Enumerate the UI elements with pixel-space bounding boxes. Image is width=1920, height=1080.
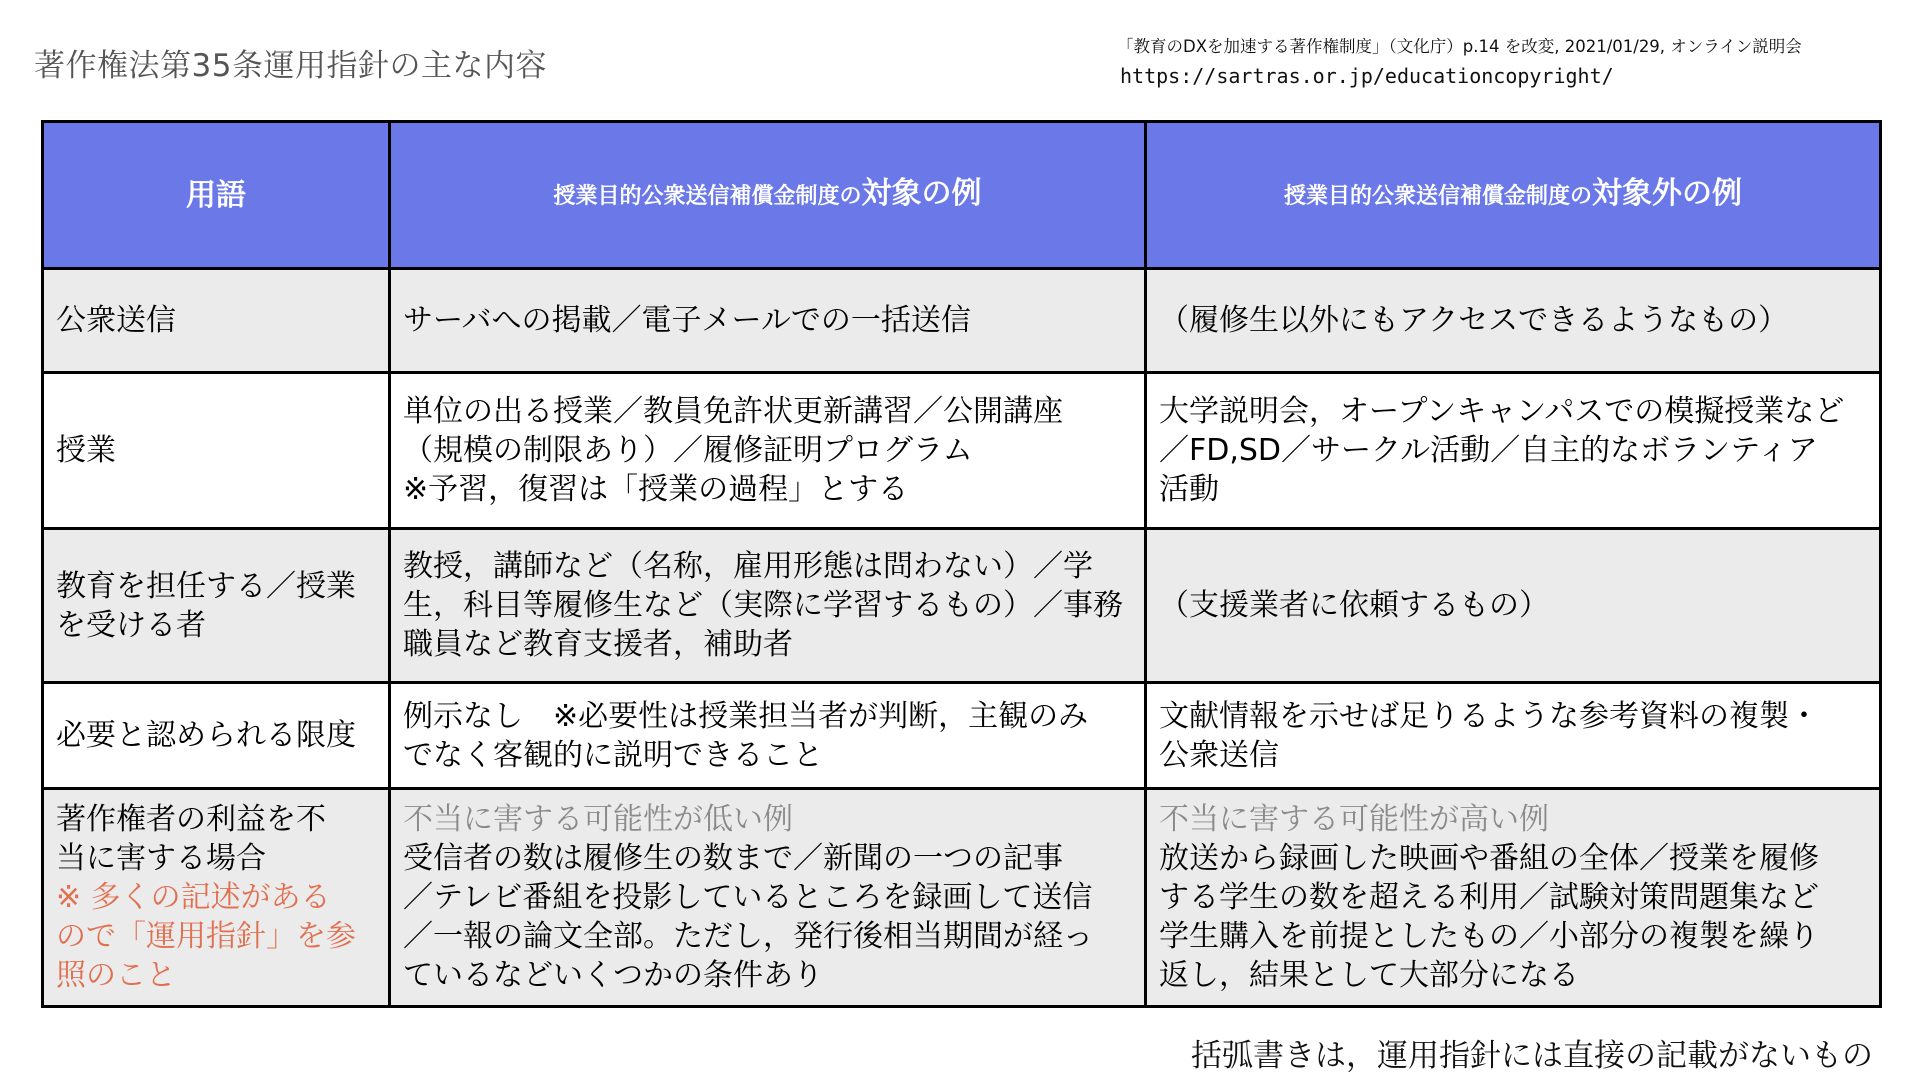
term-cell — [43, 683, 390, 789]
term-cell — [43, 373, 390, 529]
nontarget-line: する学生の数を超える利用／試験対策問題集など — [1159, 880, 1819, 915]
term-note-line: ので「運用指針」を参 — [56, 919, 356, 954]
header-target-emph: 対象の例 — [861, 176, 982, 211]
nontarget-line: 放送から録画した映画や番組の全体／授業を履修 — [1159, 841, 1819, 876]
nontarget-line: 活動 — [1159, 472, 1219, 507]
table-row — [43, 789, 1881, 1007]
target-line: 職員など教育支援者，補助者 — [403, 627, 793, 662]
header-term: 用語 — [43, 122, 390, 269]
term-line: 公衆送信 — [56, 303, 176, 338]
nontarget-line: ／FD,SD／サークル活動／自主的なボランティア — [1159, 433, 1818, 468]
nontarget-cell — [1146, 529, 1881, 683]
target-line: でなく客観的に説明できること — [403, 737, 823, 773]
nontarget-cell — [1146, 683, 1881, 789]
table-header-row — [43, 122, 1881, 269]
nontarget-sublabel: 不当に害する可能性が高い例 — [1159, 802, 1549, 837]
target-cell — [390, 373, 1146, 529]
nontarget-line: （履修生以外にもアクセスできるようなもの） — [1159, 303, 1789, 338]
guideline-table — [41, 120, 1882, 1008]
source-citation: 「教育のDXを加速する著作権制度」（文化庁）p.14 を改変, 2021/01/29, オンライン説明会 — [1117, 37, 1802, 56]
header-nontarget-emph: 対象外の例 — [1592, 176, 1742, 211]
term-line: 当に害する場合 — [56, 841, 266, 876]
term-line: 著作権者の利益を不 — [56, 802, 326, 837]
target-line: 受信者の数は履修生の数まで／新聞の一つの記事 — [403, 841, 1063, 876]
target-line: ／一報の論文全部。ただし，発行後相当期間が経っ — [403, 919, 1093, 954]
nontarget-line: （支援業者に依頼するもの） — [1159, 588, 1549, 623]
target-line: （規模の制限あり）／履修証明プログラム — [403, 433, 973, 468]
footnote: 括弧書きは，運用指針には直接の記載がないもの — [1191, 1038, 1873, 1074]
header-target-prefix: 授業目的公衆送信補償金制度の — [553, 184, 862, 209]
target-line: ているなどいくつかの条件あり — [403, 958, 823, 993]
target-line: サーバへの掲載／電子メールでの一括送信 — [403, 303, 971, 338]
target-cell — [390, 683, 1146, 789]
target-line: 単位の出る授業／教員免許状更新講習／公開講座 — [403, 394, 1063, 429]
nontarget-line: 公衆送信 — [1159, 737, 1279, 773]
target-line: 教授，講師など（名称，雇用形態は問わない）／学 — [403, 549, 1093, 584]
nontarget-line: 大学説明会，オープンキャンパスでの模擬授業など — [1159, 394, 1845, 429]
table-row — [43, 373, 1881, 529]
source-url[interactable]: https://sartras.or.jp/educationcopyright/ — [1120, 64, 1614, 88]
target-sublabel: 不当に害する可能性が低い例 — [403, 802, 793, 837]
term-line: 教育を担任する／授業 — [56, 568, 356, 604]
nontarget-cell — [1146, 269, 1881, 373]
table-row — [43, 529, 1881, 683]
header-nontarget — [1146, 122, 1881, 269]
target-cell — [390, 789, 1146, 1007]
term-line: 授業 — [56, 433, 116, 468]
term-cell — [43, 529, 390, 683]
table-row — [43, 683, 1881, 789]
nontarget-line: 学生購入を前提としたもの／小部分の複製を繰り — [1159, 919, 1819, 954]
target-line: 例示なし ※必要性は授業担当者が判断，主観のみ — [403, 698, 1089, 734]
term-cell — [43, 269, 390, 373]
nontarget-line: 文献情報を示せば足りるような参考資料の複製・ — [1159, 698, 1819, 734]
nontarget-cell — [1146, 789, 1881, 1007]
target-line: 生，科目等履修生など（実際に学習するもの）／事務 — [403, 588, 1123, 623]
term-note-line: ※ 多くの記述がある — [56, 880, 331, 915]
target-line: ※予習，復習は「授業の過程」とする — [403, 472, 909, 507]
term-cell — [43, 789, 390, 1007]
page-title: 著作権法第35条運用指針の主な内容 — [34, 48, 547, 84]
nontarget-line: 返し，結果として大部分になる — [1159, 958, 1579, 993]
nontarget-cell — [1146, 373, 1881, 529]
table-row — [43, 269, 1881, 373]
header-target — [390, 122, 1146, 269]
term-line: を受ける者 — [56, 607, 206, 643]
term-line: 必要と認められる限度 — [56, 718, 356, 753]
header-nontarget-prefix: 授業目的公衆送信補償金制度の — [1283, 184, 1592, 209]
target-cell — [390, 269, 1146, 373]
term-note-line: 照のこと — [56, 958, 176, 993]
target-cell — [390, 529, 1146, 683]
target-line: ／テレビ番組を投影しているところを録画して送信 — [403, 880, 1093, 915]
